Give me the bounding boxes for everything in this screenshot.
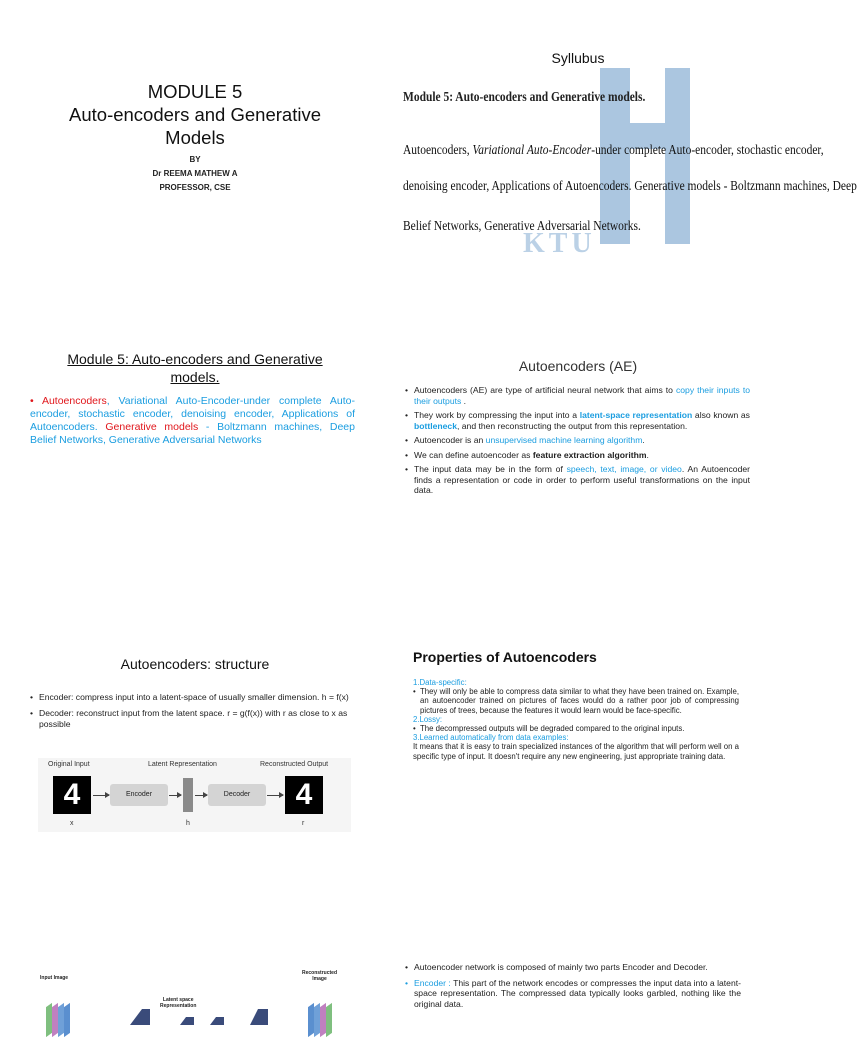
encoder-box: Encoder [110, 784, 168, 806]
overview-paragraph: • Autoencoders, Variational Auto-Encoder-under complete Auto-encoder, stochastic encoder, denoising encoder, Applications of Autoencoders. Generative models - Boltzmann machines, Deep Belief Networks, Generative Adversarial Networks [30, 395, 355, 446]
list-item: • Autoencoder is an unsupervised machine learning algorithm. [405, 435, 750, 446]
bullet-list [405, 385, 750, 500]
input-image-label: Input Image [40, 975, 69, 981]
autoencoder-diagram [38, 758, 351, 832]
list-item: • Autoencoder network is composed of mainly two parts Encoder and Decoder. [405, 962, 741, 973]
reconstructed-image-label: Reconstructed Image [302, 970, 338, 982]
syllabus-line: Belief Networks, Generative Adversarial Networks. [403, 219, 641, 234]
bullet-list [405, 962, 741, 1014]
arrow-icon [195, 795, 207, 796]
property-title: 2.Lossy: [413, 714, 443, 724]
slide-network-diagram [10, 955, 380, 1024]
list-item: • Encoder : This part of the network encodes or compresses the input data into a latent-space representation. The compressed data typically looks garbled, nothing like the original data. [405, 978, 741, 1010]
slide-encoder-decoder [393, 955, 763, 1024]
title-line: Models [165, 127, 225, 148]
author-role: PROFESSOR, CSE [159, 183, 231, 192]
x-label: x [70, 820, 74, 827]
author-name: Dr REEMA MATHEW A [152, 169, 238, 178]
h-label: h [186, 820, 190, 827]
arrow-icon [267, 795, 283, 796]
output-digit-image: 4 [285, 776, 323, 814]
reconstructed-output-label: Reconstructed Output [260, 761, 329, 768]
property-text: It means that it is easy to train specialized instances of the algorithm that will perform well on a specific type of input. It doesn't require any new engineering, just appropriate training data. [413, 742, 739, 761]
watermark-text: KTU [523, 228, 596, 259]
input-digit-image: 4 [53, 776, 91, 814]
list-item: • Autoencoders (AE) are type of artificial neural network that aims to copy their inputs to their outputs . [405, 385, 750, 406]
slide-syllabus [393, 40, 857, 290]
slide-module-overview [10, 340, 380, 590]
encoder-decoder-shapes [110, 1005, 290, 1025]
latent-bar [183, 778, 193, 812]
by-label: BY [189, 155, 201, 164]
slide-title [10, 40, 380, 290]
latent-space-label: Latent space Representation [160, 997, 197, 1009]
property-title: 3.Learned automatically from data examples: [413, 733, 569, 743]
arrow-icon [93, 795, 109, 796]
original-input-label: Original Input [48, 761, 90, 768]
syllabus-line: Autoencoders, Variational Auto-Encoder-under complete Auto-encoder, stochastic encoder, [403, 143, 824, 158]
list-item: • The input data may be in the form of speech, text, image, or video. An Autoencoder finds a representation or code in order to perform useful transformations on the input data. [405, 464, 750, 496]
slide-title-heading [10, 80, 380, 149]
decoder-box: Decoder [208, 784, 266, 806]
title-line: Auto-encoders and Generative [69, 104, 321, 125]
title-line: MODULE 5 [147, 81, 243, 102]
slide-heading: Syllubus [551, 50, 605, 66]
list-item: • They work by compressing the input into a latent-space representation also known as bottleneck, and then reconstructing the output from this representation. [405, 410, 750, 431]
slide-autoencoder-structure [10, 640, 380, 890]
slide-heading: Autoencoders: structure [120, 656, 270, 672]
latent-representation-label: Latent Representation [148, 761, 217, 768]
list-item: • Encoder: compress input into a latent-space of usually smaller dimension. h = f(x) [30, 692, 375, 703]
list-item: • Decoder: reconstruct input from the latent space. r = g(f(x)) with r as close to x as possible [30, 708, 375, 730]
output-image-stack [326, 1003, 332, 1037]
r-label: r [302, 820, 305, 827]
list-item: • We can define autoencoder as feature extraction algorithm. [405, 450, 750, 461]
properties-body [413, 678, 739, 761]
property-text: • They will only be able to compress data similar to what they have been trained on. Example, an autoencoder trained on pictures of faces would do a rather poor job of compressing pictures of trees, because the features it would learn would be face-specific. [413, 687, 739, 715]
arrow-icon [169, 795, 181, 796]
syllabus-line: denoising encoder, Applications of Autoencoders. Generative models - Boltzmann machines, Deep [403, 179, 857, 194]
property-text: • The decompressed outputs will be degraded compared to the original inputs. [413, 724, 739, 733]
slide-autoencoders-ae [393, 340, 763, 590]
author-block [10, 153, 380, 195]
slide-heading: Autoencoders (AE) [518, 358, 638, 374]
syllabus-heading: Module 5: Auto-encoders and Generative models. [403, 90, 646, 105]
slide-heading: Module 5: Auto-encoders and Generative models. [67, 351, 323, 385]
bullet-list [30, 692, 375, 735]
slide-properties [393, 640, 763, 890]
slide-heading: Properties of Autoencoders [413, 649, 597, 665]
property-title: 1.Data-specific: [413, 678, 467, 687]
input-image-stack [64, 1003, 70, 1037]
